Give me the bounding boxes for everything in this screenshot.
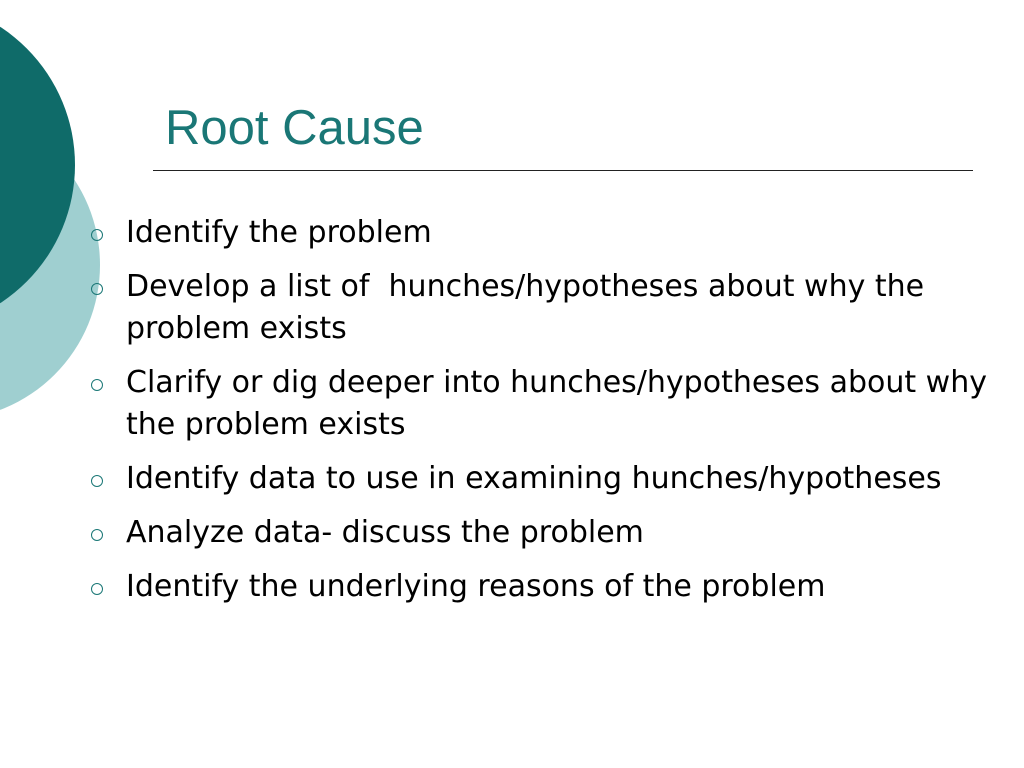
hollow-circle-bullet-icon [91,529,103,541]
bullet-text: Develop a list of hunches/hypotheses about why the problem exists [126,269,934,346]
bullet-text: Identify the problem [126,215,432,250]
bullet-item [88,566,1013,608]
bullet-item [88,266,1013,350]
bullet-item [88,212,1013,254]
title-divider [153,170,973,171]
hollow-circle-bullet-icon [91,379,103,391]
bullet-item [88,362,1013,446]
slide-title: Root Cause [165,101,424,155]
bullet-list [88,212,1013,620]
bullet-text: Identify the underlying reasons of the problem [126,569,826,604]
hollow-circle-bullet-icon [91,475,103,487]
hollow-circle-bullet-icon [91,229,103,241]
bullet-text: Identify data to use in examining hunches/hypotheses [126,461,942,496]
bullet-text: Analyze data- discuss the problem [126,515,644,550]
bullet-text: Clarify or dig deeper into hunches/hypotheses about why the problem exists [126,365,987,442]
hollow-circle-bullet-icon [91,583,103,595]
hollow-circle-bullet-icon [91,283,103,295]
bullet-item [88,458,1013,500]
bullet-item [88,512,1013,554]
